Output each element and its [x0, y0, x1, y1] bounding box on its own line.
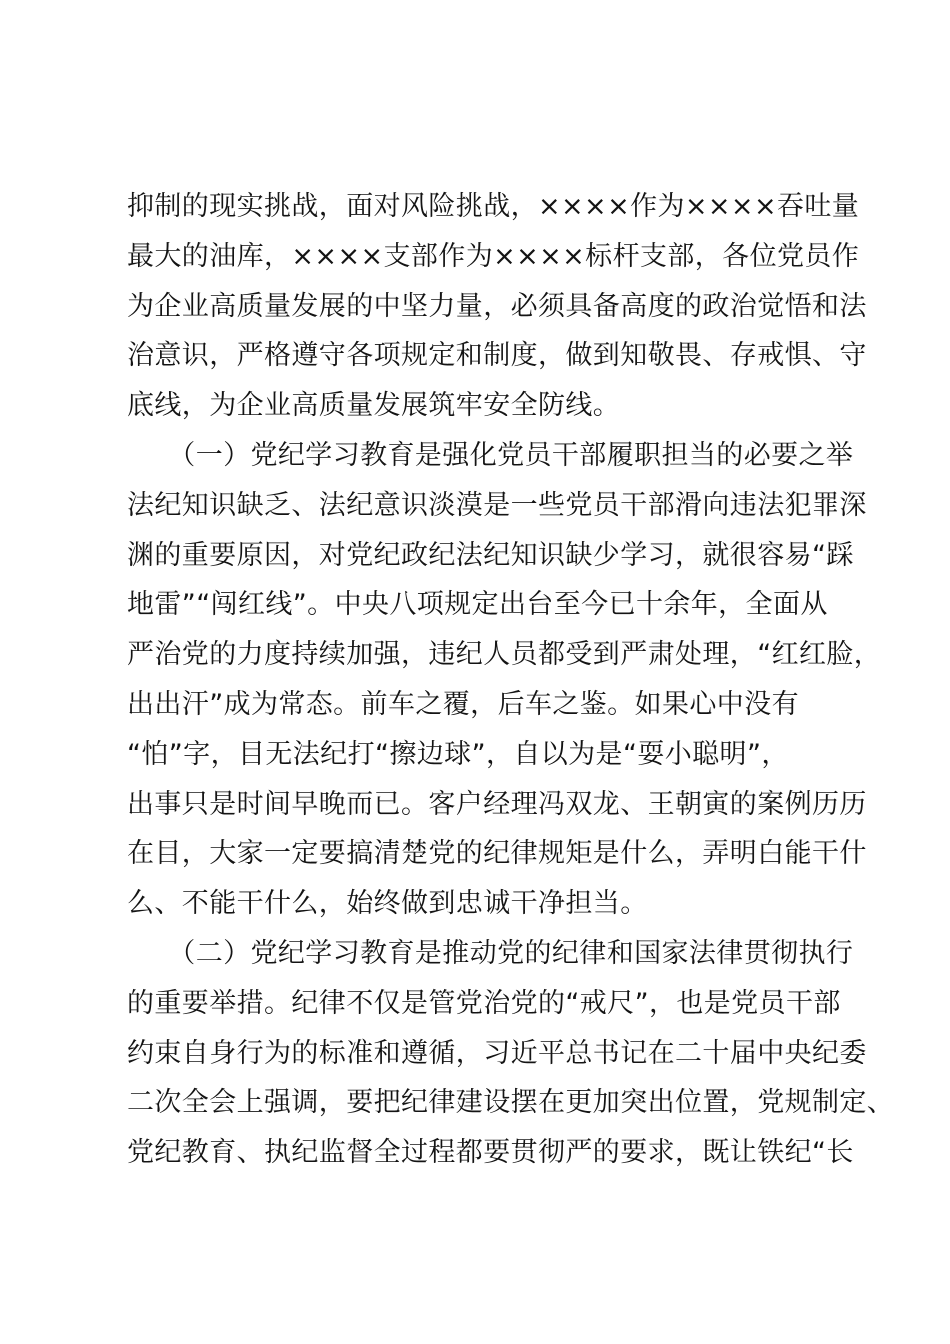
text-line: 法纪知识缺乏、法纪意识淡漠是一些党员干部滑向违法犯罪深 [127, 489, 867, 521]
text-line: 治意识，严格遵守各项规定和制度，做到知敬畏、存戒惧、守 [127, 340, 867, 372]
text-line: 出事只是时间早晚而已。客户经理冯双龙、王朝寅的案例历历 [127, 788, 867, 820]
section-heading-line: （一）党纪学习教育是强化党员干部履职担当的必要之举 [127, 439, 854, 471]
text-line: 党纪教育、执纪监督全过程都要贯彻严的要求，既让铁纪“长 [127, 1137, 854, 1169]
text-line: 的重要举措。纪律不仅是管党治党的“戒尺”，也是党员干部 [127, 987, 841, 1019]
text-line: “怕”字，目无法纪打“擦边球”，自以为是“耍小聪明”， [127, 738, 789, 770]
text-line: 约束自身行为的标准和遵循，习近平总书记在二十届中央纪委 [127, 1037, 867, 1069]
text-line: 二次全会上强调，要把纪律建设摆在更加突出位置，党规制定、 [127, 1087, 895, 1119]
text-line: 在目，大家一定要搞清楚党的纪律规矩是什么，弄明白能干什 [127, 838, 867, 870]
text-line: 最大的油库，××××支部作为××××标杆支部，各位党员作 [127, 240, 860, 272]
text-line: 么、不能干什么，始终做到忠诚干净担当。 [127, 888, 648, 920]
text-line: 底线，为企业高质量发展筑牢安全防线。 [127, 390, 621, 422]
text-line: 渊的重要原因，对党纪政纪法纪知识缺少学习，就很容易“踩 [127, 539, 854, 571]
text-line: 严治党的力度持续加强，违纪人员都受到严肃处理，“红红脸， [127, 639, 882, 671]
section-heading-line: （二）党纪学习教育是推动党的纪律和国家法律贯彻执行 [127, 937, 854, 969]
body-text [127, 182, 895, 1178]
text-line: 抑制的现实挑战，面对风险挑战，××××作为××××吞吐量 [127, 191, 860, 222]
text-line: 出出汗”成为常态。前车之覆，后车之鉴。如果心中没有 [127, 688, 799, 720]
text-line: 地雷”“闯红线”。中央八项规定出台至今已十余年，全面从 [127, 589, 828, 621]
text-line: 为企业高质量发展的中坚力量，必须具备高度的政治觉悟和法 [127, 290, 867, 322]
